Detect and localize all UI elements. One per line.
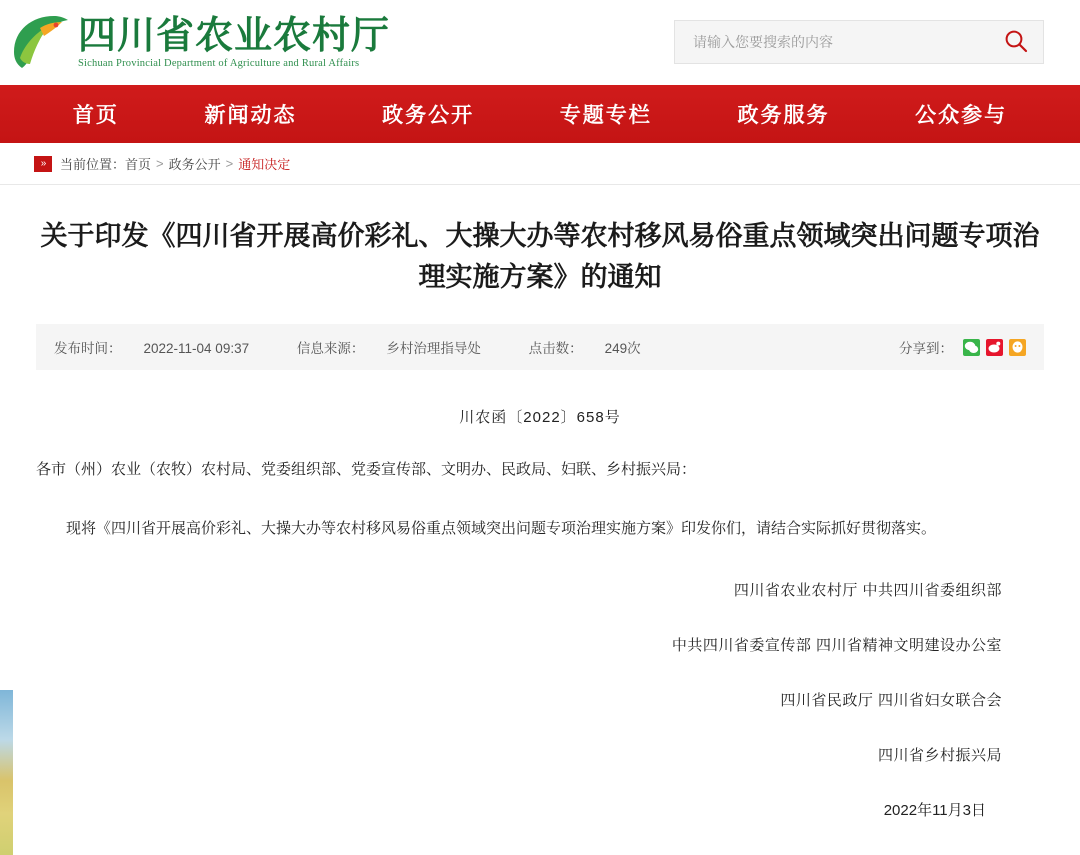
article-body-paragraph: 现将《四川省开展高价彩礼、大操大办等农村移风易俗重点领域突出问题专项治理实施方案》印发你们，请结合实际抓好贯彻落实。 [66,519,937,537]
nav-item-affairs[interactable]: 政务公开 [382,103,475,127]
breadcrumb-item-home[interactable]: 首页 [125,157,152,172]
breadcrumb [0,143,1080,185]
views-value: 249次 [604,341,641,356]
share-area [899,337,1026,357]
leaf-bird-logo-icon [10,12,72,74]
article-salutation: 各市（州）农业（农牧）农村局、党委组织部、党委宣传部、文明办、民政局、妇联、乡村振兴局： [36,461,697,478]
views-label: 点击数： [528,341,583,356]
nav-item-topics[interactable]: 专题专栏 [559,103,652,127]
signature-date: 2022年11月3日 [883,801,986,819]
document-number: 川农函〔2022〕658号 [459,409,621,426]
signature-line-2: 中共四川省委宣传部 四川省精神文明建设办公室 [671,636,1002,654]
breadcrumb-label: 当前位置： [60,157,126,172]
source-value: 乡村治理指导处 [386,341,481,356]
nav-item-services[interactable]: 政务服务 [737,103,830,127]
search-input[interactable] [691,33,999,51]
publish-time-value: 2022-11-04 09:37 [143,341,250,356]
double-chevron-right-icon: » [34,156,52,172]
site-logo[interactable] [10,12,390,74]
article-content [0,217,1080,820]
breadcrumb-separator-2: > [225,156,234,171]
breadcrumb-item-current[interactable]: 通知决定 [238,157,291,172]
search-icon [1003,28,1029,57]
main-navigation [0,85,1080,143]
source-group [297,341,503,356]
source-label: 信息来源： [296,341,365,356]
logo-text-block [78,12,391,70]
article-meta-bar [36,324,1044,370]
nav-item-home[interactable]: 首页 [72,103,119,127]
publish-time-label: 发布时间： [54,341,122,356]
share-label: 分享到： [899,341,953,356]
site-subtitle: Sichuan Provincial Department of Agriculture and Rural Affairs [78,58,360,70]
nav-item-news[interactable]: 新闻动态 [204,103,297,127]
search-button[interactable] [999,25,1033,59]
site-title: 四川省农业农村厅 [78,12,391,57]
page-title: 关于印发《四川省开展高价彩礼、大操大办等农村移风易俗重点领域突出问题专项治理实施方案》的通知 [40,221,1040,293]
signature-line-3: 四川省民政厅 四川省妇女联合会 [780,691,1002,709]
site-header [0,0,1080,85]
qq-share-icon[interactable] [1009,339,1026,356]
signature-line-4: 四川省乡村振兴局 [877,746,1002,764]
nav-item-public[interactable]: 公众参与 [915,103,1008,127]
article-meta-left [54,337,685,357]
publish-time-group [54,341,271,356]
views-group [529,341,663,356]
search-box[interactable] [674,20,1044,64]
weibo-share-icon[interactable] [986,339,1003,356]
signature-line-1: 四川省农业农村厅 中共四川省委组织部 [733,581,1002,599]
breadcrumb-item-affairs[interactable]: 政务公开 [168,157,221,172]
decorative-edge-strip [0,690,13,855]
breadcrumb-separator-1: > [156,156,164,171]
wechat-share-icon[interactable] [963,339,980,356]
